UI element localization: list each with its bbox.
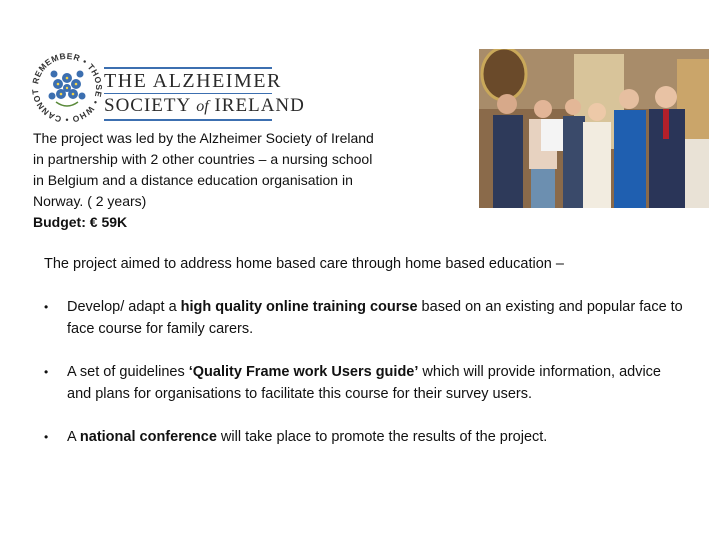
logo-rule-middle: [104, 93, 272, 95]
logo-line-1: THE ALZHEIMER: [104, 69, 282, 92]
logo-wordmark: [104, 66, 305, 122]
svg-text:REMEMBER • THOSE • WHO • CANNO: REMEMBER • THOSE • WHO • CANNOT: [30, 52, 104, 124]
intro-line: in Belgium and a distance education organisation in: [33, 172, 353, 188]
logo-line-2: SOCIETY of IRELAND: [104, 95, 305, 116]
intro-line: The project was led by the Alzheimer Society of Ireland: [33, 130, 374, 146]
group-photo: [479, 49, 709, 208]
list-item: • Develop/ adapt a high quality online training course based on an existing and popular face to face course for family carers.: [44, 296, 684, 340]
intro-line: in partnership with 2 other countries – a nursing school: [33, 151, 373, 167]
intro-paragraph: [33, 128, 463, 233]
logo-rule-top: [104, 67, 272, 69]
intro-line: Norway. ( 2 years): [33, 193, 147, 209]
list-item: • A national conference will take place to promote the results of the project.: [44, 426, 684, 448]
budget-line: Budget: € 59K: [33, 214, 128, 230]
objectives-list: [44, 296, 684, 469]
logo-rule-bottom: [104, 119, 272, 121]
list-item: • A set of guidelines ‘Quality Frame work Users guide’ which will provide information, advice and plans for organisations to facilitate this course for their survey users.: [44, 361, 684, 405]
project-aim: The project aimed to address home based care through home based education –: [44, 256, 564, 272]
forget-me-not-emblem-icon: [30, 52, 104, 124]
